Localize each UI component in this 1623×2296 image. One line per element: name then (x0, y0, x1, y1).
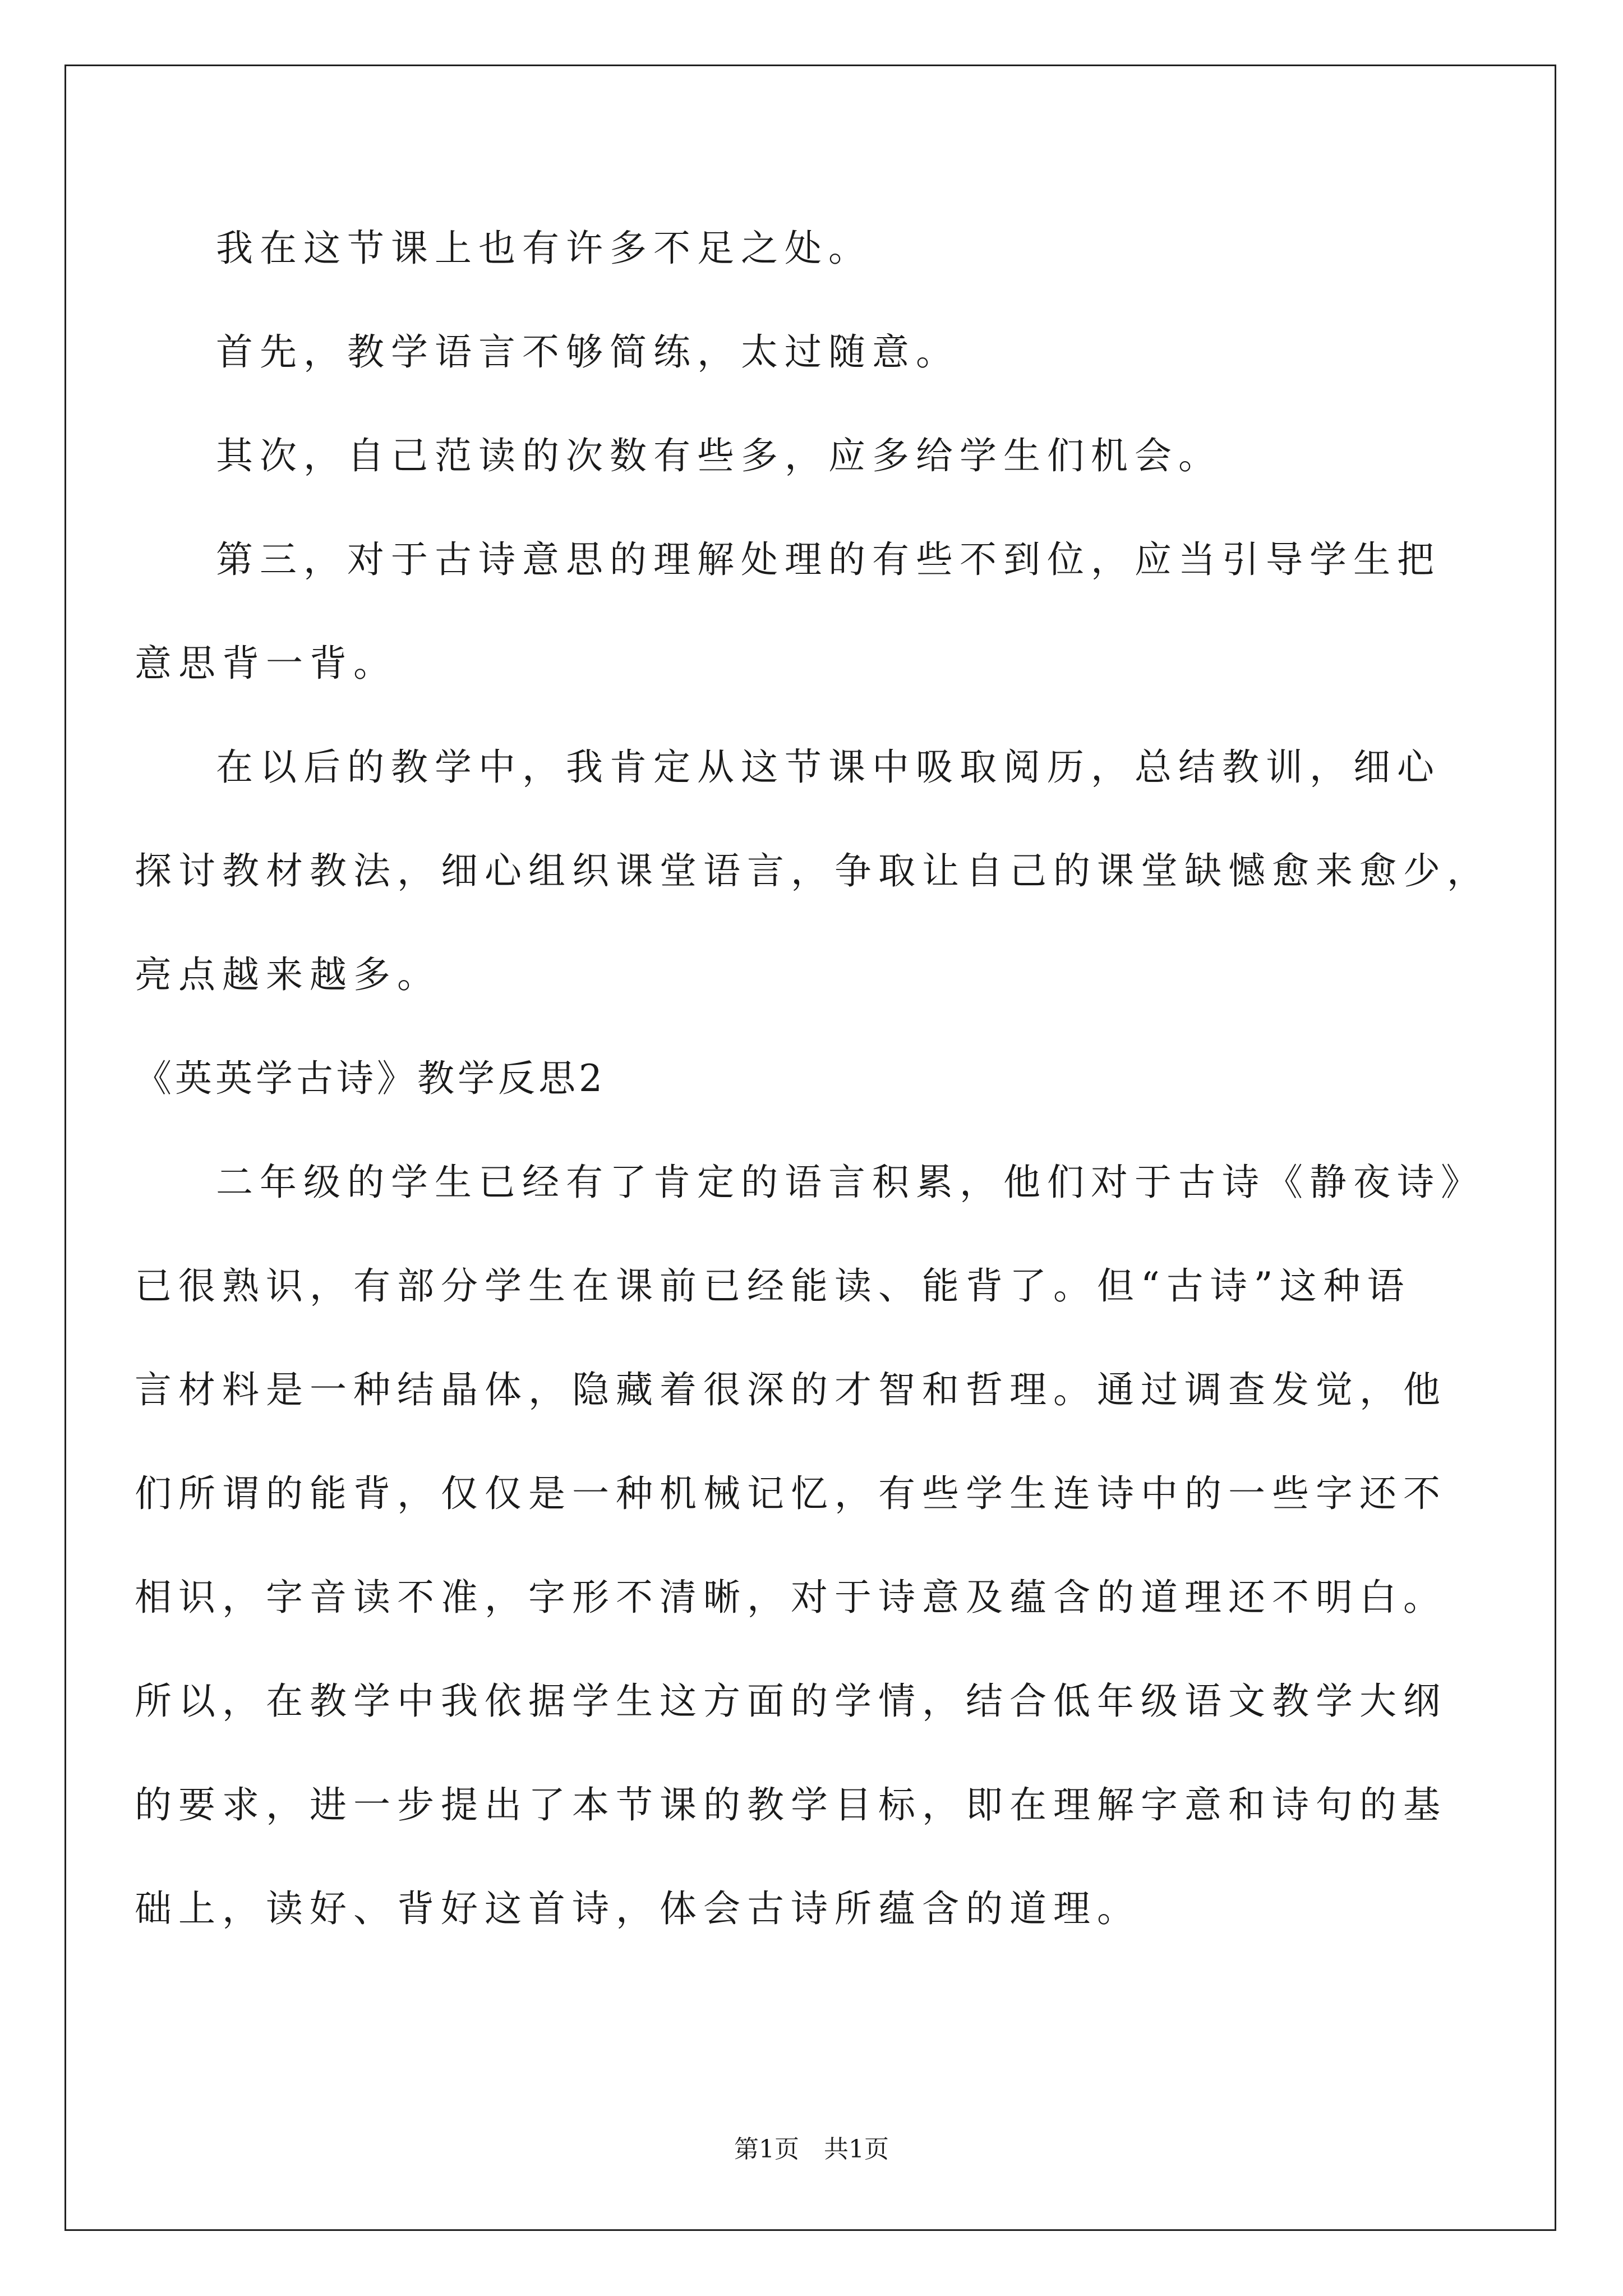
text-line: 我在这节课上也有许多不足之处。 (216, 227, 872, 270)
text-line: 的要求，进一步提出了本节课的教学目标，即在理解字意和诗句的基 (135, 1783, 1447, 1826)
text-line: 言材料是一种结晶体，隐藏着很深的才智和哲理。通过调查发觉，他 (135, 1368, 1447, 1411)
section-heading: 《英英学古诗》教学反思2 (135, 1057, 606, 1100)
text-line: 探讨教材教法，细心组织课堂语言，争取让自己的课堂缺憾愈来愈少， (135, 849, 1491, 892)
text-line: 们所谓的能背，仅仅是一种机械记忆，有些学生连诗中的一些字还不 (135, 1472, 1447, 1515)
text-line: 在以后的教学中，我肯定从这节课中吸取阅历，总结教训，细心 (216, 746, 1441, 789)
text-line: 相识，字音读不准，字形不清晰，对于诗意及蕴含的道理还不明白。 (135, 1576, 1447, 1619)
page-footer: 第1页 共1页 (734, 2135, 889, 2164)
text-line: 二年级的学生已经有了肯定的语言积累，他们对于古诗《静夜诗》 (216, 1161, 1484, 1204)
text-line: 其次，自己范读的次数有些多，应多给学生们机会。 (216, 434, 1222, 477)
text-line: 首先，教学语言不够简练，太过随意。 (216, 330, 960, 374)
text-line: 第三，对于古诗意思的理解处理的有些不到位，应当引导学生把 (216, 538, 1441, 581)
text-line: 已很熟识，有部分学生在课前已经能读、能背了。但“古诗”这种语 (135, 1264, 1411, 1308)
text-line: 意思背一背。 (135, 642, 397, 685)
text-line: 所以，在教学中我依据学生这方面的学情，结合低年级语文教学大纲 (135, 1680, 1447, 1723)
text-line: 亮点越来越多。 (135, 953, 441, 996)
text-line: 础上，读好、背好这首诗，体会古诗所蕴含的道理。 (135, 1887, 1141, 1930)
